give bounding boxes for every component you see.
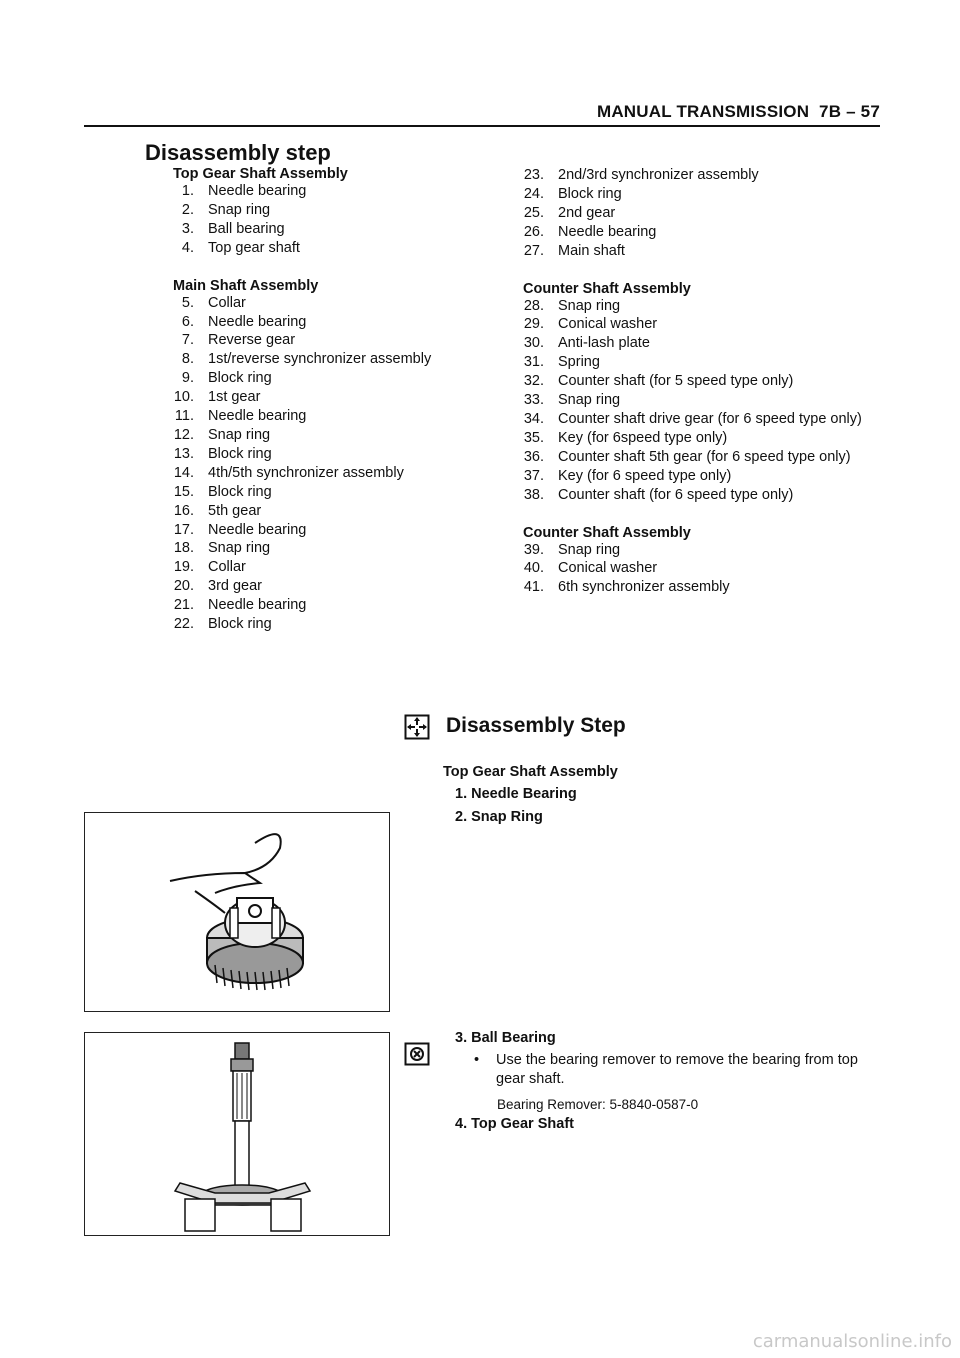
step-item: 4. Top Gear Shaft bbox=[455, 1116, 574, 1132]
item-text: Needle bearing bbox=[208, 408, 307, 425]
item-text: Block ring bbox=[208, 483, 272, 500]
list-item bbox=[158, 220, 478, 239]
tool-number: Bearing Remover: 5-8840-0587-0 bbox=[497, 1097, 699, 1112]
item-number: 40. bbox=[523, 560, 544, 577]
list-item bbox=[158, 239, 478, 258]
item-number: 28. bbox=[523, 297, 544, 314]
item-number: 26. bbox=[523, 223, 544, 240]
step-subheading: Top Gear Shaft Assembly bbox=[443, 764, 618, 780]
list-item bbox=[508, 166, 888, 185]
item-number: 21. bbox=[173, 597, 194, 614]
bullet-item: • Use the bearing remover to remove the bearing from top gear shaft. bbox=[474, 1052, 858, 1087]
item-number: 4. bbox=[181, 239, 194, 256]
item-number: 12. bbox=[173, 426, 194, 443]
item-number: 22. bbox=[173, 616, 194, 633]
item-number: 27. bbox=[523, 242, 544, 259]
list-item bbox=[508, 334, 888, 353]
item-number: 19. bbox=[173, 559, 194, 576]
item-text: Block ring bbox=[558, 185, 622, 202]
item-text: Top gear shaft bbox=[208, 239, 300, 256]
list-item bbox=[508, 372, 888, 391]
item-text: Key (for 6speed type only) bbox=[558, 429, 728, 446]
item-number: 25. bbox=[523, 204, 544, 221]
item-text: Main shaft bbox=[558, 242, 625, 259]
item-number: 24. bbox=[523, 185, 544, 202]
item-text: Anti-lash plate bbox=[558, 335, 650, 352]
ball-bearing-illustration bbox=[85, 1033, 389, 1235]
list-item bbox=[508, 223, 888, 242]
item-text: 6th synchronizer assembly bbox=[558, 579, 730, 596]
list-item bbox=[158, 502, 478, 521]
disassemble-icon bbox=[404, 714, 430, 745]
group-heading: Counter Shaft Assembly bbox=[523, 524, 691, 541]
list-item bbox=[508, 315, 888, 334]
item-text: 3rd gear bbox=[208, 578, 263, 595]
item-number: 2. bbox=[181, 201, 194, 218]
item-number: 39. bbox=[523, 541, 544, 558]
item-text: Counter shaft (for 6 speed type only) bbox=[558, 486, 794, 503]
item-text: Snap ring bbox=[208, 201, 271, 218]
list-item bbox=[508, 410, 888, 429]
list-item bbox=[158, 558, 478, 577]
item-number: 11. bbox=[174, 408, 194, 425]
item-number: 8. bbox=[181, 351, 194, 368]
section-title: Disassembly step bbox=[145, 140, 331, 165]
list-item bbox=[158, 182, 478, 201]
list-item bbox=[158, 294, 478, 313]
item-number: 14. bbox=[173, 464, 194, 481]
item-number: 10. bbox=[173, 389, 194, 406]
header-rule bbox=[84, 125, 880, 127]
list-item bbox=[158, 464, 478, 483]
item-number: 34. bbox=[523, 410, 544, 427]
item-text: Needle bearing bbox=[558, 223, 657, 240]
list-item bbox=[508, 204, 888, 223]
needle-bearing-illustration bbox=[85, 813, 389, 1011]
watermark: carmanualsonline.info bbox=[752, 1331, 952, 1352]
parts-list-right bbox=[508, 166, 888, 597]
list-item bbox=[508, 353, 888, 372]
item-text: Key (for 6 speed type only) bbox=[558, 467, 732, 484]
item-text: 5th gear bbox=[208, 502, 262, 519]
list-item bbox=[158, 483, 478, 502]
item-number: 7. bbox=[181, 332, 194, 349]
item-text: Snap ring bbox=[558, 541, 621, 558]
figure-needle-bearing bbox=[84, 812, 390, 1012]
list-item bbox=[158, 596, 478, 615]
item-number: 1. bbox=[181, 183, 194, 199]
item-text: Counter shaft drive gear (for 6 speed type only) bbox=[558, 410, 862, 427]
page-header bbox=[0, 98, 960, 128]
list-item bbox=[508, 559, 888, 578]
item-text: Counter shaft (for 5 speed type only) bbox=[558, 373, 794, 390]
item-text: Conical washer bbox=[558, 316, 658, 333]
item-text: Counter shaft 5th gear (for 6 speed type only) bbox=[558, 448, 851, 465]
step-item: 2. Snap Ring bbox=[455, 809, 543, 825]
item-number: 20. bbox=[173, 578, 194, 595]
list-item bbox=[158, 369, 478, 388]
list-item bbox=[508, 242, 888, 261]
item-text: Reverse gear bbox=[208, 332, 296, 349]
list-item bbox=[158, 521, 478, 540]
list-item bbox=[158, 539, 478, 558]
list-item bbox=[158, 350, 478, 369]
list-item bbox=[158, 201, 478, 220]
item-text: Needle bearing bbox=[208, 597, 307, 614]
item-text: Block ring bbox=[208, 445, 272, 462]
list-item bbox=[508, 486, 888, 505]
parts-list bbox=[158, 182, 478, 258]
item-number: 6. bbox=[181, 313, 194, 330]
step-item: 1. Needle Bearing bbox=[455, 786, 577, 802]
item-number: 5. bbox=[181, 294, 194, 311]
list-item bbox=[158, 426, 478, 445]
item-text: Needle bearing bbox=[208, 313, 307, 330]
item-text: Block ring bbox=[208, 370, 272, 387]
item-text: 1st/reverse synchronizer assembly bbox=[208, 351, 432, 368]
parts-list bbox=[508, 541, 888, 598]
item-number: 23. bbox=[523, 167, 544, 183]
item-number: 33. bbox=[523, 392, 544, 409]
item-number: 37. bbox=[523, 467, 544, 484]
list-item bbox=[508, 541, 888, 560]
parts-list bbox=[508, 166, 888, 261]
item-number: 30. bbox=[523, 335, 544, 352]
list-item bbox=[158, 445, 478, 464]
item-text: Block ring bbox=[208, 616, 272, 633]
step-item: 3. Ball Bearing bbox=[455, 1030, 556, 1046]
item-number: 36. bbox=[523, 448, 544, 465]
item-text: 4th/5th synchronizer assembly bbox=[208, 464, 404, 481]
parts-list-left bbox=[158, 166, 478, 634]
list-item bbox=[158, 313, 478, 332]
list-item bbox=[508, 391, 888, 410]
item-text: Spring bbox=[558, 354, 600, 371]
item-text: Ball bearing bbox=[208, 220, 285, 237]
item-number: 16. bbox=[173, 502, 194, 519]
item-text: Needle bearing bbox=[208, 521, 307, 538]
list-item bbox=[158, 615, 478, 634]
list-item bbox=[158, 331, 478, 350]
item-text: Collar bbox=[208, 294, 246, 311]
header-title: MANUAL TRANSMISSION 7B – 57 bbox=[596, 102, 880, 121]
list-item bbox=[508, 429, 888, 448]
item-text: Snap ring bbox=[208, 426, 271, 443]
item-number: 31. bbox=[523, 354, 544, 371]
item-number: 18. bbox=[173, 540, 194, 557]
item-number: 35. bbox=[523, 429, 544, 446]
item-number: 32. bbox=[523, 373, 544, 390]
group-heading: Top Gear Shaft Assembly bbox=[173, 166, 348, 182]
step-title: Disassembly Step bbox=[446, 714, 626, 737]
list-item bbox=[158, 577, 478, 596]
item-number: 29. bbox=[523, 316, 544, 333]
bullet-icon: • bbox=[474, 1052, 480, 1068]
list-item bbox=[158, 407, 478, 426]
parts-list bbox=[158, 294, 478, 634]
item-text: 2nd gear bbox=[558, 204, 616, 221]
item-text: 1st gear bbox=[208, 389, 261, 406]
item-text: Conical washer bbox=[558, 560, 658, 577]
group-heading: Counter Shaft Assembly bbox=[523, 280, 691, 297]
item-text: Needle bearing bbox=[208, 183, 307, 199]
item-text: Snap ring bbox=[208, 540, 271, 557]
list-item bbox=[508, 467, 888, 486]
special-tool-icon bbox=[404, 1042, 430, 1071]
item-number: 15. bbox=[173, 483, 194, 500]
item-text: Collar bbox=[208, 559, 246, 576]
item-number: 13. bbox=[173, 445, 194, 462]
figure-ball-bearing bbox=[84, 1032, 390, 1236]
item-text: 2nd/3rd synchronizer assembly bbox=[558, 167, 759, 183]
item-number: 38. bbox=[523, 486, 544, 503]
group-heading: Main Shaft Assembly bbox=[173, 277, 319, 294]
item-text: Snap ring bbox=[558, 297, 621, 314]
item-text: Snap ring bbox=[558, 392, 621, 409]
list-item bbox=[508, 297, 888, 316]
item-number: 17. bbox=[173, 521, 194, 538]
list-item bbox=[508, 448, 888, 467]
item-number: 3. bbox=[181, 220, 194, 237]
list-item bbox=[508, 578, 888, 597]
list-item bbox=[158, 388, 478, 407]
parts-list bbox=[508, 297, 888, 505]
list-item bbox=[508, 185, 888, 204]
item-number: 9. bbox=[181, 370, 194, 387]
item-number: 41. bbox=[523, 579, 544, 596]
